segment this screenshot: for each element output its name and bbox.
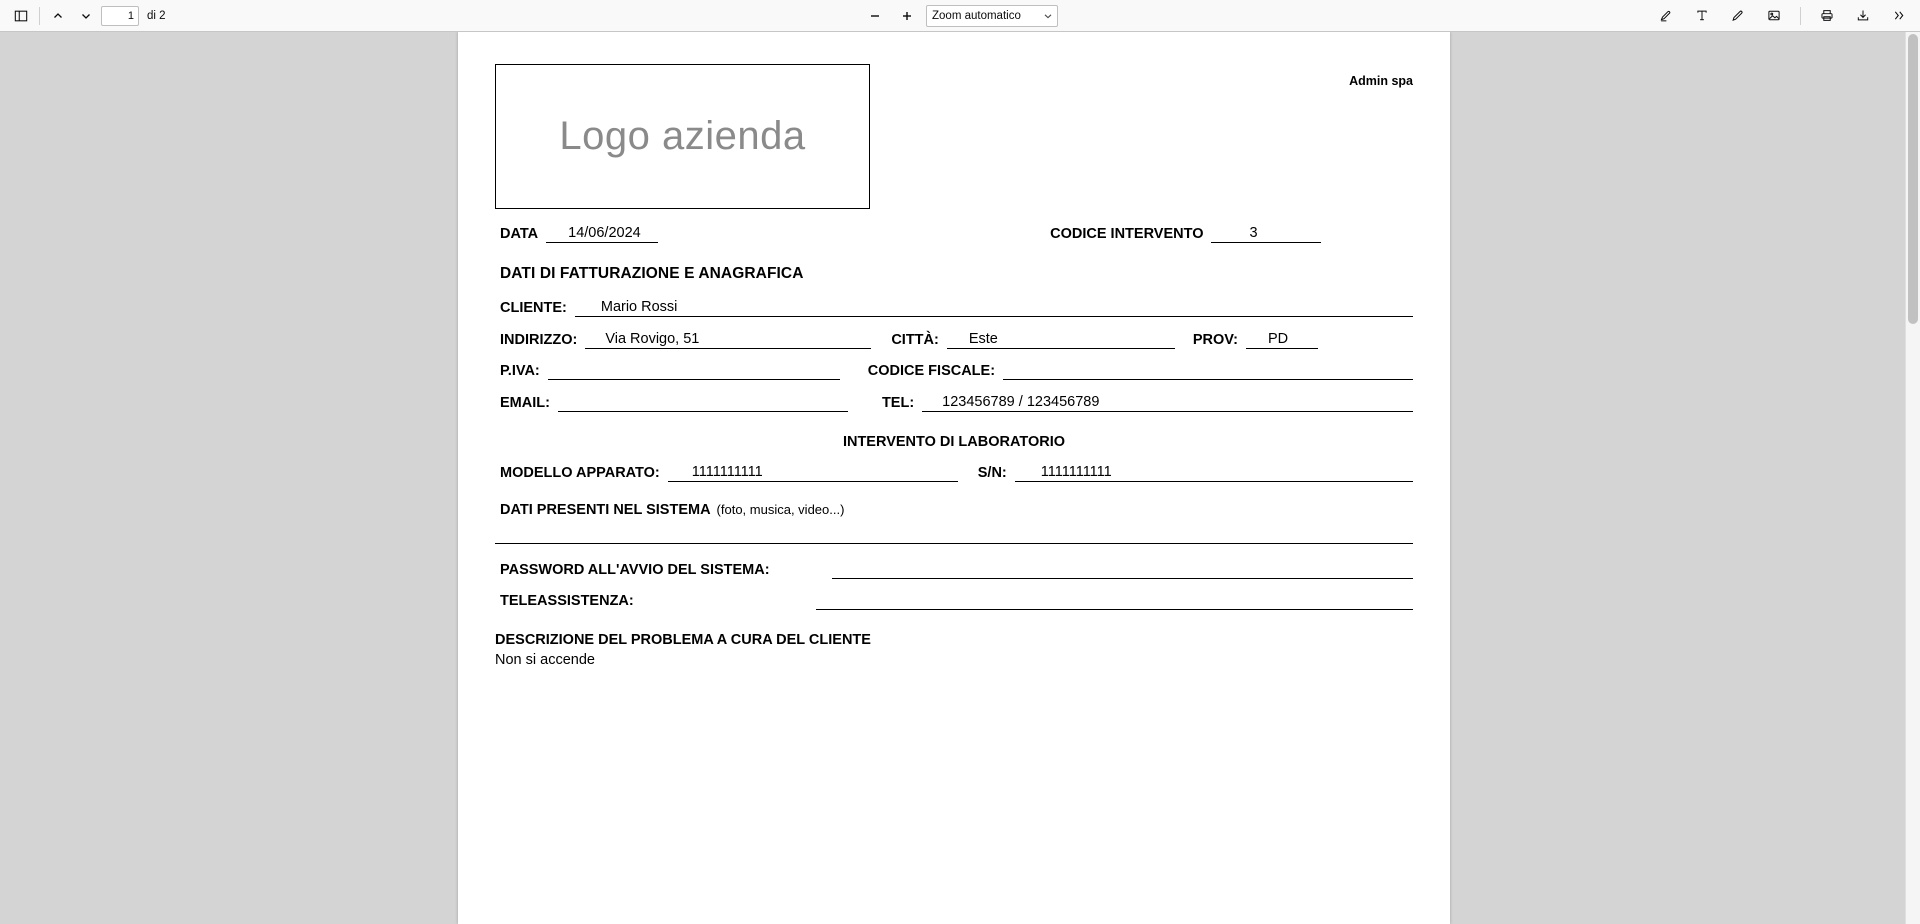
cliente-value: Mario Rossi <box>600 299 678 315</box>
modello-label: MODELLO APPARATO: <box>500 465 660 481</box>
row-cliente <box>495 299 1413 317</box>
tel-field[interactable] <box>922 394 1413 412</box>
teleassistenza-field[interactable] <box>816 608 1413 610</box>
save-icon[interactable] <box>1850 4 1876 28</box>
password-label: PASSWORD ALL'AVVIO DEL SISTEMA: <box>500 562 770 578</box>
cliente-field[interactable] <box>575 299 1413 317</box>
citta-label: CITTÀ: <box>891 332 939 348</box>
data-field[interactable] <box>546 225 658 243</box>
row-email-tel <box>495 394 1413 412</box>
data-label: DATA <box>500 226 539 242</box>
piva-label: P.IVA: <box>500 363 540 379</box>
sidebar-toggle-icon[interactable] <box>8 4 34 28</box>
zoom-select-wrapper <box>926 5 1058 27</box>
company-label: Admin spa <box>1349 74 1413 88</box>
codice-fiscale-field[interactable] <box>1003 378 1413 380</box>
modello-value: 1111111111 <box>691 464 763 480</box>
password-field[interactable] <box>832 577 1413 579</box>
email-field[interactable] <box>558 410 848 412</box>
highlight-icon[interactable] <box>1653 4 1679 28</box>
add-text-icon[interactable] <box>1689 4 1715 28</box>
codice-intervento-value: 3 <box>1249 225 1258 241</box>
row-teleassistenza <box>495 593 1413 610</box>
document-content <box>495 64 1413 668</box>
codice-fiscale-label: CODICE FISCALE: <box>867 363 996 379</box>
scrollbar-thumb[interactable] <box>1908 34 1918 324</box>
document-scroll-area[interactable] <box>0 32 1906 924</box>
find-next-icon[interactable] <box>73 4 99 28</box>
page-total-label: di 2 <box>147 9 166 22</box>
find-previous-icon[interactable] <box>45 4 71 28</box>
indirizzo-field[interactable] <box>585 331 871 349</box>
data-value: 14/06/2024 <box>568 225 641 241</box>
sn-label: S/N: <box>977 465 1007 481</box>
toolbar-divider-2 <box>1800 7 1801 25</box>
logo-placeholder-box <box>495 64 870 209</box>
toolbar-left-group <box>8 4 166 28</box>
citta-value: Este <box>968 331 998 347</box>
row-password <box>495 562 1413 579</box>
citta-field[interactable] <box>947 331 1175 349</box>
teleassistenza-label: TELEASSISTENZA: <box>500 593 634 609</box>
codice-intervento-field[interactable] <box>1211 225 1321 243</box>
zoom-controls <box>862 4 1058 28</box>
row-modello-sn <box>495 464 1413 482</box>
indirizzo-label: INDIRIZZO: <box>500 332 578 348</box>
row-indirizzo <box>495 331 1413 349</box>
email-label: EMAIL: <box>500 395 550 411</box>
logo-placeholder-text: Logo azienda <box>559 114 806 158</box>
descrizione-text: Non si accende <box>495 652 595 668</box>
row-data-codice <box>495 225 1413 243</box>
zoom-select[interactable] <box>926 5 1058 27</box>
dati-presenti-note: (foto, musica, video...) <box>716 502 845 517</box>
more-tools-icon[interactable] <box>1886 4 1912 28</box>
draw-icon[interactable] <box>1725 4 1751 28</box>
tel-value: 123456789 / 123456789 <box>942 394 1100 410</box>
pdf-toolbar <box>0 0 1920 32</box>
section-title-intervento: INTERVENTO DI LABORATORIO <box>842 434 1066 450</box>
modello-field[interactable] <box>668 464 958 482</box>
vertical-scrollbar[interactable] <box>1905 32 1920 924</box>
codice-intervento-label: CODICE INTERVENTO <box>1050 226 1204 242</box>
piva-field[interactable] <box>548 378 840 380</box>
toolbar-right-group <box>1653 4 1912 28</box>
zoom-in-button[interactable] <box>894 4 920 28</box>
cliente-label: CLIENTE: <box>500 300 567 316</box>
indirizzo-value: Via Rovigo, 51 <box>605 331 700 347</box>
dati-presenti-writing-line[interactable] <box>495 543 1413 544</box>
prov-label: PROV: <box>1192 332 1238 348</box>
zoom-out-button[interactable] <box>862 4 888 28</box>
section-title-fatturazione: DATI DI FATTURAZIONE E ANAGRAFICA <box>500 265 804 282</box>
print-icon[interactable] <box>1814 4 1840 28</box>
tel-label: TEL: <box>881 395 915 411</box>
toolbar-divider <box>39 7 40 25</box>
dati-presenti-label: DATI PRESENTI NEL SISTEMA <box>500 502 711 518</box>
sn-field[interactable] <box>1015 464 1413 482</box>
row-dati-presenti <box>495 502 1413 519</box>
prov-field[interactable] <box>1246 331 1318 349</box>
pdf-page-1 <box>458 32 1450 924</box>
prov-value: PD <box>1267 331 1289 347</box>
descrizione-title: DESCRIZIONE DEL PROBLEMA A CURA DEL CLIENTE <box>495 632 871 648</box>
page-number-input[interactable] <box>101 6 139 26</box>
add-image-icon[interactable] <box>1761 4 1787 28</box>
sn-value: 1111111111 <box>1040 464 1112 480</box>
row-piva-cf <box>495 363 1413 380</box>
